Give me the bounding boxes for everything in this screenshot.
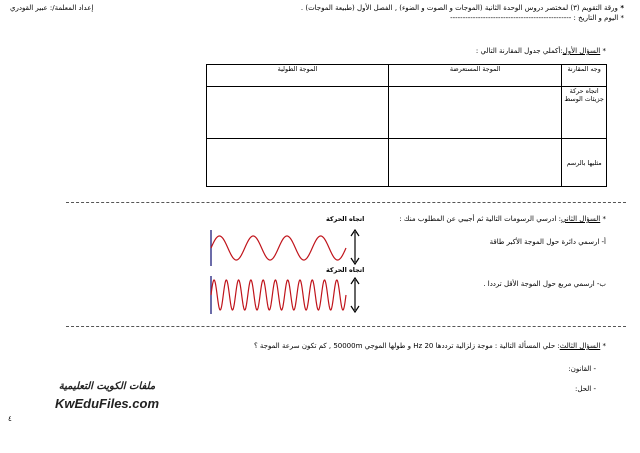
worksheet-title: * ورقة التقويم (٣) لمختصر دروس الوحدة الثانية (الموجات و الصوت و الضوء) , الفصل الأول (طبيعة الموجات) . xyxy=(300,4,624,12)
motion-label-2: اتجاه الحركة xyxy=(326,266,365,274)
header-longitudinal: الموجة الطولية xyxy=(207,65,389,87)
q1-heading: * السؤال الأول:أكملي جدول المقارنة التالي : xyxy=(475,47,606,55)
q3-heading: * السؤال الثالث: حلي المسألة التالية : موجة زلزالية ترددها 20 Hz و طولها الموجي 50000m , كم تكون سرعة الموجة ؟ xyxy=(253,342,606,350)
site-logo-arabic: ملفات الكويت التعليمية xyxy=(58,381,156,392)
date-line: * اليوم و التاريخ : ------------------------------------------------ xyxy=(450,14,624,22)
q2-text: : ادرسي الرسومات التالية ثم أجيبي عن المطلوب منك : xyxy=(399,215,561,223)
header-comparison: وجه المقارنة xyxy=(562,65,607,87)
motion-arrow-2 xyxy=(351,278,359,312)
cell-longitudinal-direction[interactable] xyxy=(207,87,389,139)
teacher-name: إعداد المعلمة/: عبير القودري xyxy=(10,4,94,12)
row-label-drawing: مثليها بالرسم xyxy=(562,139,607,187)
q1-label: السؤال الأول xyxy=(562,47,601,55)
q2-heading: * السؤال الثاني: ادرسي الرسومات التالية ثم أجيبي عن المطلوب منك : xyxy=(399,215,606,223)
row-label-direction: اتجاه حركة جزيئات الوسط xyxy=(562,87,607,139)
separator-2 xyxy=(66,326,626,327)
q2-label: السؤال الثاني xyxy=(560,215,601,223)
header-transverse: الموجة المستعرضة xyxy=(389,65,562,87)
q1-text: :أكملي جدول المقارنة التالي : xyxy=(475,47,563,55)
q3-text: : حلي المسألة التالية : موجة زلزالية ترددها 20 Hz و طولها الموجي 50000m , كم تكون سرعة الموجة ؟ xyxy=(253,342,560,350)
high-frequency-wave xyxy=(211,280,346,310)
q3-solution: - الحل: xyxy=(574,385,596,393)
table-row xyxy=(207,139,607,187)
q3-label: السؤال الثالث xyxy=(559,342,601,350)
q2-item-b: ب- ارسمي مربع حول الموجة الأقل ترددا . xyxy=(483,280,606,288)
table-header-row xyxy=(207,65,607,87)
motion-arrow-1 xyxy=(351,230,359,264)
cell-transverse-drawing[interactable] xyxy=(389,139,562,187)
q2-item-a: أ- ارسمي دائرة حول الموجة الأكبر طاقة xyxy=(489,238,606,246)
site-logo-english: KwEduFiles.com xyxy=(54,396,160,411)
cell-transverse-direction[interactable] xyxy=(389,87,562,139)
low-frequency-wave xyxy=(211,236,346,260)
table-row xyxy=(207,87,607,139)
waves-figure xyxy=(200,222,370,322)
separator-1 xyxy=(66,202,626,203)
q3-law: - القانون: xyxy=(568,365,596,373)
cell-longitudinal-drawing[interactable] xyxy=(207,139,389,187)
comparison-table xyxy=(206,64,607,187)
title-text: ورقة التقويم (٣) لمختصر دروس الوحدة الثانية (الموجات و الصوت و الضوء) , الفصل الأول (طبيعة الموجات) . xyxy=(300,4,618,12)
page-number: ٤ xyxy=(8,415,12,423)
date-text: اليوم و التاريخ : ------------------------------------------------ xyxy=(450,14,619,22)
motion-label-1: اتجاه الحركة xyxy=(326,215,365,223)
